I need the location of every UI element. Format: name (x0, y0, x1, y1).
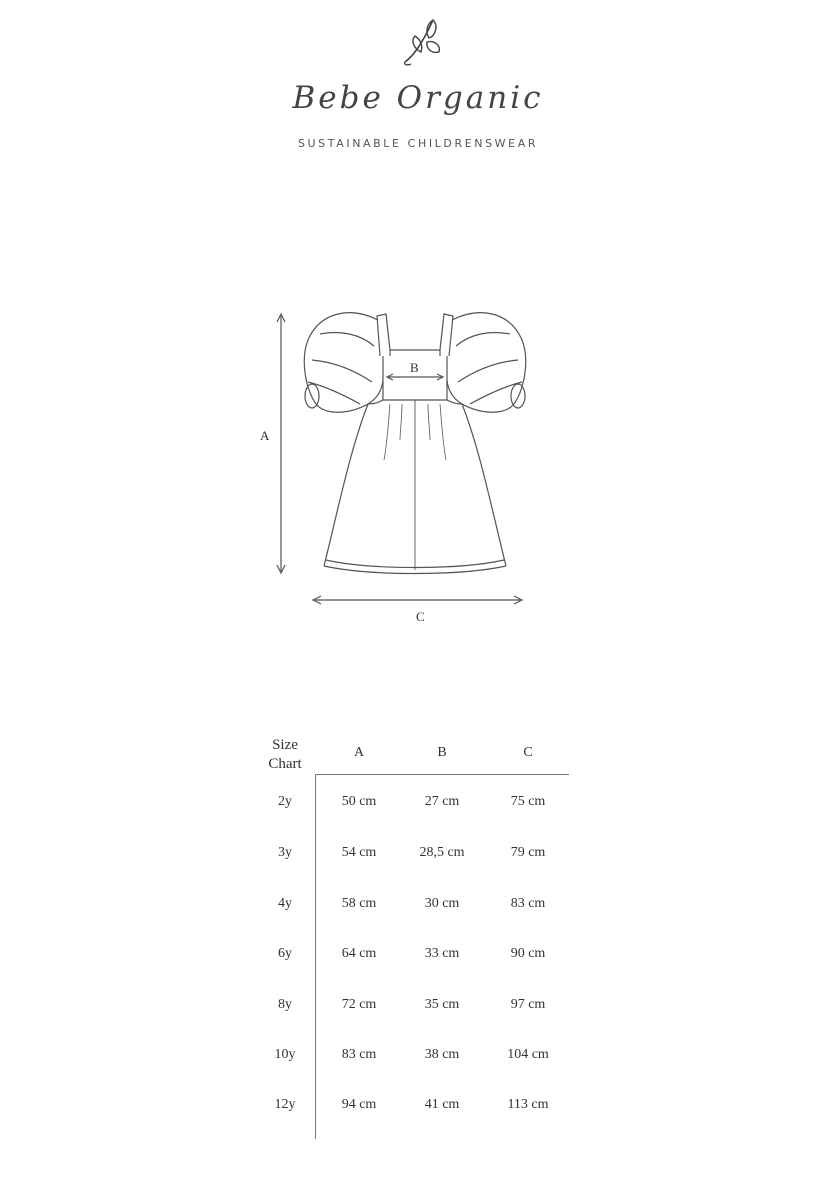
row-size-label: 8y (278, 997, 292, 1012)
dimension-label-b: B (410, 360, 419, 375)
column-header-c: C (523, 745, 533, 760)
size-chart-corner (262, 736, 308, 774)
cell-c: 79 cm (510, 845, 546, 860)
cell-b: 38 cm (424, 1047, 460, 1062)
cell-c: 113 cm (507, 1097, 549, 1112)
leaf-icon (399, 12, 449, 68)
cell-a: 83 cm (341, 1047, 377, 1062)
row-size-label: 12y (274, 1097, 296, 1112)
cell-c: 104 cm (507, 1047, 549, 1062)
cell-b: 28,5 cm (419, 845, 465, 860)
row-size-label: 10y (274, 1047, 296, 1062)
column-header-a: A (353, 745, 365, 760)
dimension-label-c: C (416, 609, 425, 624)
corner-line-chart: Chart (268, 756, 302, 772)
cell-a: 72 cm (341, 997, 377, 1012)
cell-c: 90 cm (510, 946, 546, 961)
cell-b: 30 cm (424, 896, 460, 911)
cell-b: 27 cm (424, 794, 460, 809)
cell-a: 50 cm (341, 794, 377, 809)
cell-b: 33 cm (424, 946, 460, 961)
cell-b: 41 cm (424, 1097, 460, 1112)
dress-diagram (250, 300, 550, 630)
cell-c: 75 cm (510, 794, 546, 809)
row-size-label: 2y (278, 794, 292, 809)
cell-a: 94 cm (341, 1097, 377, 1112)
corner-line-size: Size (272, 737, 298, 753)
cell-b: 35 cm (424, 997, 460, 1012)
cell-a: 64 cm (341, 946, 377, 961)
brand-tagline: SUSTAINABLE CHILDRENSWEAR (297, 137, 539, 150)
dimension-label-a: A (260, 428, 270, 443)
cell-a: 54 cm (341, 845, 377, 860)
row-size-label: 3y (278, 845, 292, 860)
cell-a: 58 cm (341, 896, 377, 911)
cell-c: 97 cm (510, 997, 546, 1012)
table-column-divider (315, 774, 316, 1139)
brand-name: Bebe Organic (292, 80, 544, 116)
cell-c: 83 cm (510, 896, 546, 911)
row-size-label: 6y (278, 946, 292, 961)
column-header-b: B (437, 745, 447, 760)
table-header-divider (316, 774, 569, 775)
row-size-label: 4y (278, 896, 292, 911)
